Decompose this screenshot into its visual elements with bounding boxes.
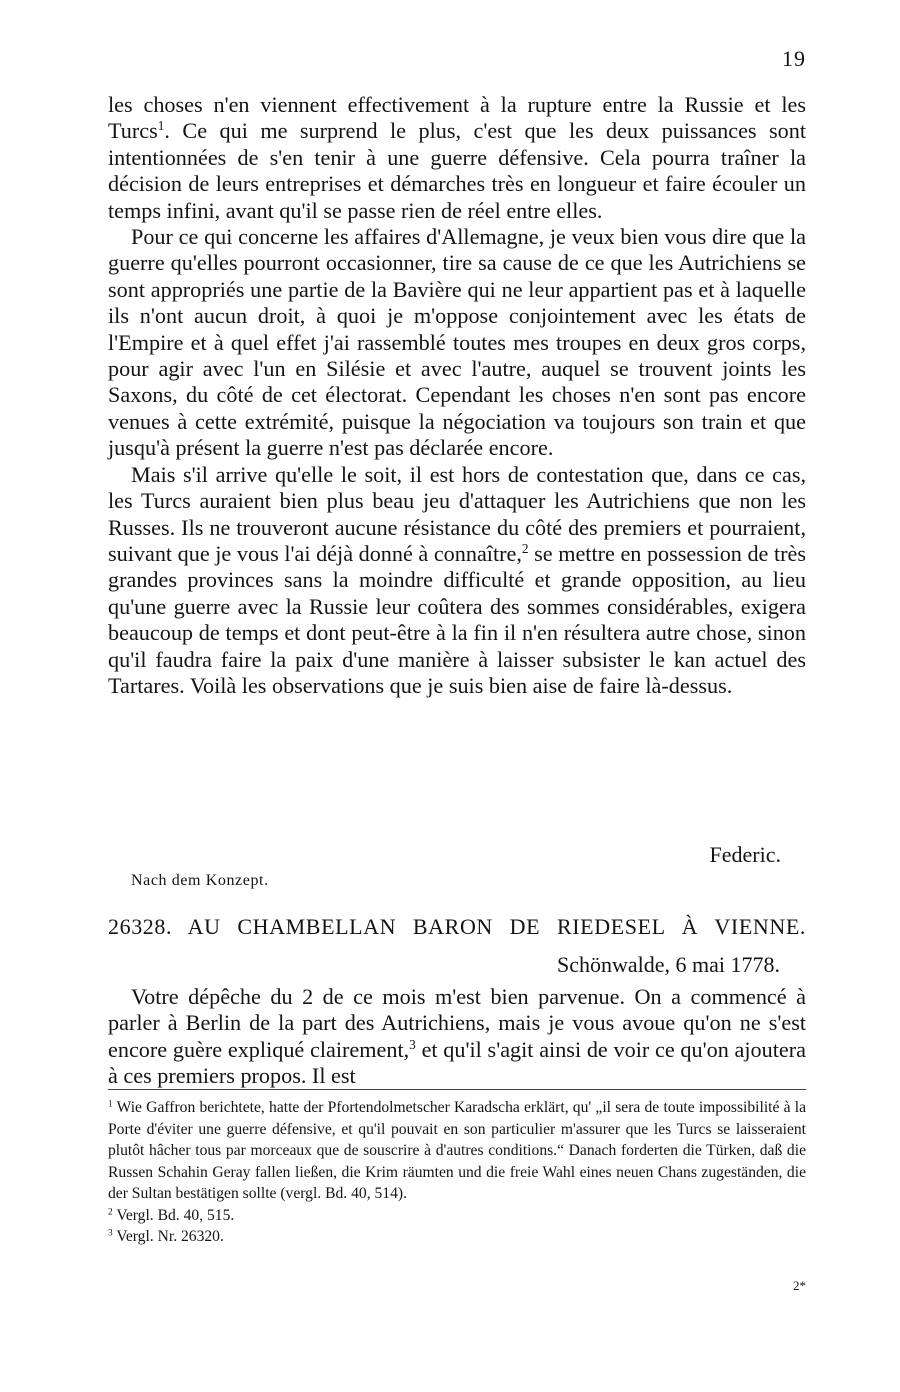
footnote-marker: 3	[108, 1228, 113, 1239]
signature: Federic.	[709, 842, 781, 867]
page-number: 19	[782, 46, 806, 71]
source-note: Nach dem Konzept.	[131, 872, 269, 889]
paragraph-2: Pour ce qui concerne les affaires d'Allemagne, je veux bien vous dire que la guerre qu'elles pourront occasionner, tire sa cause de ce que les Autrichiens se sont appropriés une partie de la Bavière qui ne leur appartient pas et à laquelle ils n'ont aucun droit, à quoi je m'oppose conjointement avec les états de l'Empire et à quel effet j'ai rassemblé toutes mes troupes en deux gros corps, pour agir avec l'un en Silésie et avec l'autre, auquel se trouvent joints les Saxons, du côté de cet électorat. Cependant les choses n'en sont pas encore venues à cette extrémité, puisque la négociation va toujours son train et que jusqu'à présent la guerre n'est pas déclarée encore.	[108, 224, 806, 461]
letter-heading: 26328. AU CHAMBELLAN BARON DE RIEDESEL À VIENNE.	[108, 914, 806, 939]
footnote-marker: 1	[108, 1099, 113, 1110]
footnote-marker: 2	[108, 1206, 113, 1217]
letter-body	[108, 984, 806, 1090]
paragraph-1: les choses n'en viennent effectivement à la rupture entre la Russie et les Turcs$^1$. Ce qui me surprend le plus, c'est que les deux puissances sont intentionnées de s'en tenir à une guerre défensive. Cela pourra traîner la décision de leurs entreprises et démarches très en longueur et faire écouler un temps infini, avant qu'il se passe rien de réel entre elles.	[108, 92, 806, 223]
footnote-ref-1: 1	[157, 118, 165, 134]
footnotes	[108, 1097, 806, 1248]
footnote-1: $^1$ Wie Gaffron berichtete, hatte der Pfortendolmetscher Karadscha erklärt, qu' „il sera de toute impossibilité à la Porte d'éviter une guerre défensive, et qu'il pouvait en son particulier m'assurer que les Turcs se laisseraient plutôt hâcher tous par morceaux que de souscrire à d'autres conditions.“ Danach forderten die Türken, daß die Russen Schahin Geray fallen ließen, die Krim räumten und die freie Wahl eines neuen Chans zugeständen, die der Sultan bestätigen sollte (vergl. Bd. 40, 514).	[108, 1099, 806, 1202]
footnote-2: $^2$ Vergl. Bd. 40, 515.	[108, 1206, 235, 1224]
letter-continuation	[108, 92, 806, 699]
footnote-3: $^3$ Vergl. Nr. 26320.	[108, 1228, 224, 1245]
footnote-ref-3: 3	[409, 1036, 416, 1052]
letter-dateline: Schönwalde, 6 mai 1778.	[556, 952, 780, 977]
letter-paragraph: Votre dépêche du 2 de ce mois m'est bien parvenue. On a commencé à parler à Berlin de la part des Autrichiens, mais je vous avoue qu'on ne s'est encore guère expliqué clairement,$^3$ et qu'il s'agit ainsi de voir ce qu'on ajoutera à ces premiers propos. Il est	[108, 984, 806, 1089]
footnote-ref-2: 2	[521, 540, 529, 556]
signature-mark: 2*	[793, 1278, 806, 1293]
paragraph-3: Mais s'il arrive qu'elle le soit, il est hors de contestation que, dans ce cas, les Turcs auraient bien plus beau jeu d'attaquer les Autrichiens que non les Russes. Ils ne trouveront aucune résistance du côté des premiers et pourraient, suivant que je vous l'ai déjà donné à connaître,$^2$ se mettre en possession de très grandes provinces sans la moindre difficulté et grande opposition, au lieu qu'une guerre avec la Russie leur coûtera des sommes considérables, exigera beaucoup de temps et dont peut-être à la fin il n'en résultera autre chose, sinon qu'il faudra faire la paix d'une manière à laisser subsister le kan actuel des Tartares. Voilà les observations que je suis bien aise de faire là-dessus.	[108, 461, 806, 698]
footnote-divider	[108, 1089, 806, 1090]
